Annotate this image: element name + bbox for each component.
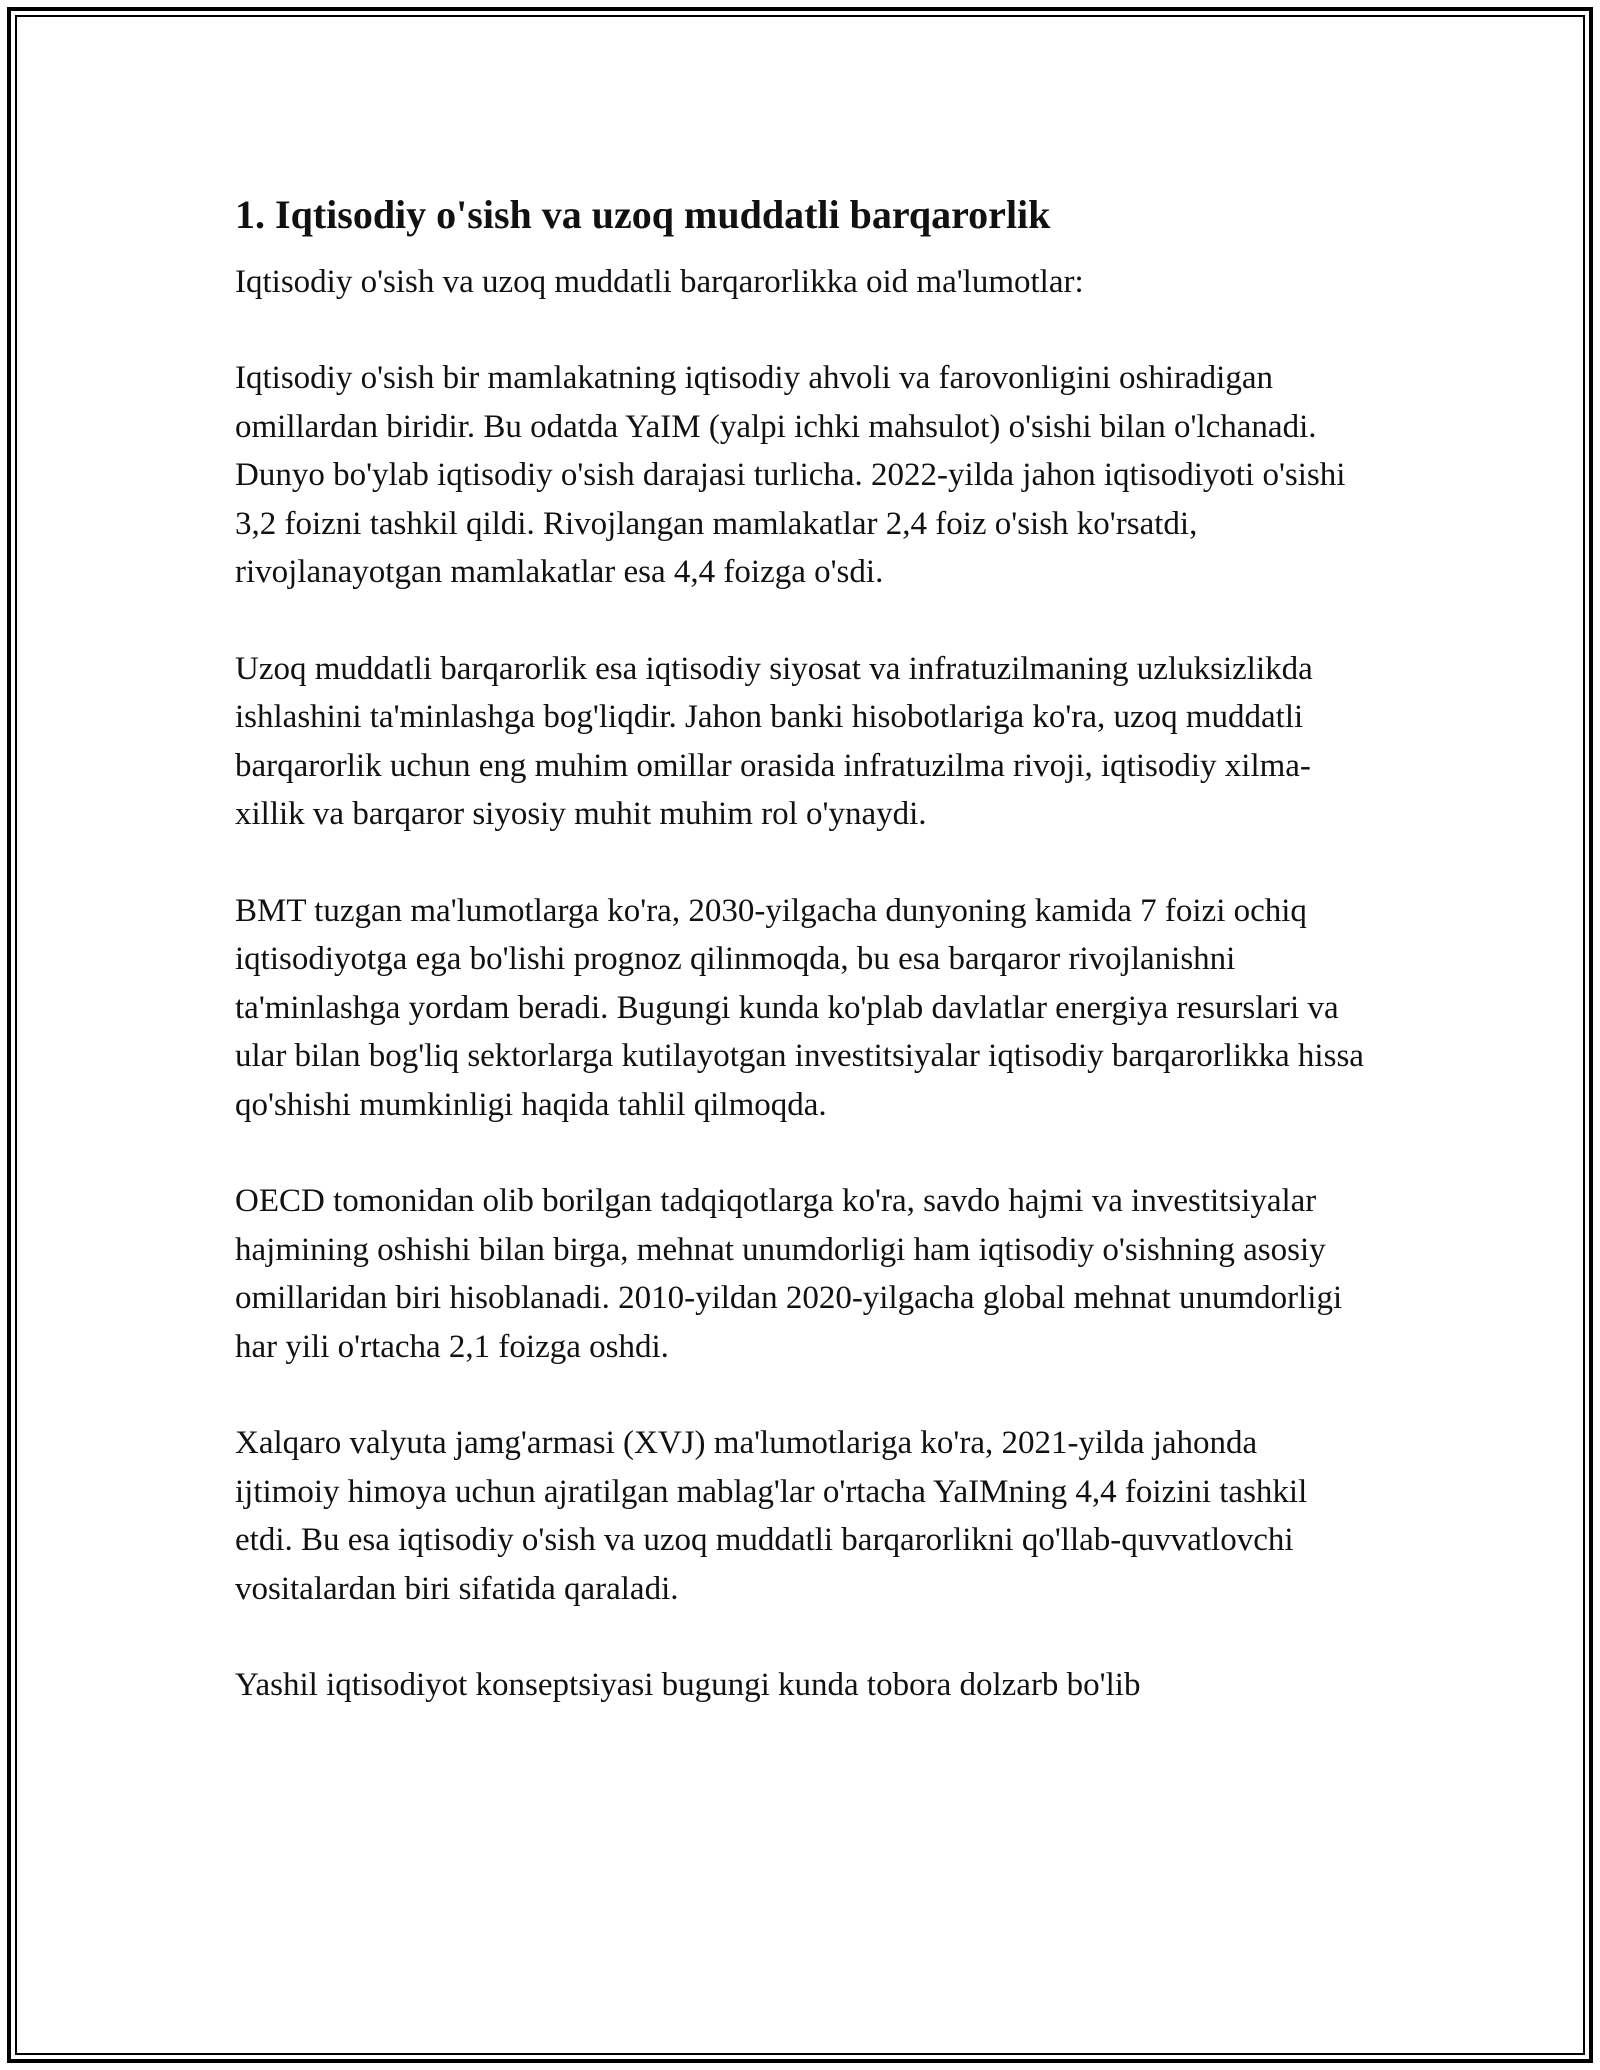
paragraph-imf-social-protection: Xalqaro valyuta jamg'armasi (XVJ) ma'lumotlariga ko'ra, 2021-yilda jahonda ijtimoiy himoya uchun ajratilgan mablag'lar o'rtacha YaIMning 4,4 foizini tashkil etdi. Bu esa iqtisodiy o'sish va uzoq muddatli barqarorlikni qo'llab-quvvatlovchi vositalardan biri sifatida qaraladi.	[235, 1425, 1308, 1607]
paragraph-green-economy: Yashil iqtisodiyot konseptsiyasi bugungi kunda tobora dolzarb bo'lib	[235, 1667, 1141, 1703]
paragraph-long-term-stability: Uzoq muddatli barqarorlik esa iqtisodiy siyosat va infratuzilmaning uzluksizlikda ishlashini ta'minlashga bog'liqdir. Jahon banki hisobotlariga ko'ra, uzoq muddatli barqarorlik uchun eng muhim omillar orasida infratuzilma rivoji, iqtisodiy xilma-xillik va barqaror siyosiy muhit muhim rol o'ynaydi.	[235, 650, 1313, 832]
paragraph-oecd-productivity: OECD tomonidan olib borilgan tadqiqotlarga ko'ra, savdo hajmi va investitsiyalar hajmining oshishi bilan birga, mehnat unumdorligi ham iqtisodiy o'sishning asosiy omillaridan biri hisoblanadi. 2010-yildan 2020-yilgacha global mehnat unumdorligi har yili o'rtacha 2,1 foizga oshdi.	[235, 1183, 1343, 1365]
document-body	[235, 185, 1365, 1710]
paragraph-economic-growth: Iqtisodiy o'sish bir mamlakatning iqtisodiy ahvoli va farovonligini oshiradigan omillardan biridir. Bu odatda YaIM (yalpi ichki mahsulot) o'sishi bilan o'lchanadi. Dunyo bo'ylab iqtisodiy o'sish darajasi turlicha. 2022-yilda jahon iqtisodiyoti o'sishi 3,2 foizni tashkil qildi. Rivojlangan mamlakatlar 2,4 foiz o'sish ko'rsatdi, rivojlanayotgan mamlakatlar esa 4,4 foizga o'sdi.	[235, 360, 1346, 590]
paragraph-un-forecast: BMT tuzgan ma'lumotlarga ko'ra, 2030-yilgacha dunyoning kamida 7 foizi ochiq iqtisodiyotga ega bo'lishi prognoz qilinmoqda, bu esa barqaror rivojlanishni ta'minlashga yordam beradi. Bugungi kunda ko'plab davlatlar energiya resurslari va ular bilan bog'liq sektorlarga kutilayotgan investitsiyalar iqtisodiy barqarorlikka hissa qo'shishi mumkinligi haqida tahlil qilmoqda.	[235, 892, 1364, 1123]
section-heading: 1. Iqtisodiy o'sish va uzoq muddatli barqarorlik	[235, 192, 1051, 237]
intro-line: Iqtisodiy o'sish va uzoq muddatli barqarorlikka oid ma'lumotlar:	[235, 264, 1084, 300]
